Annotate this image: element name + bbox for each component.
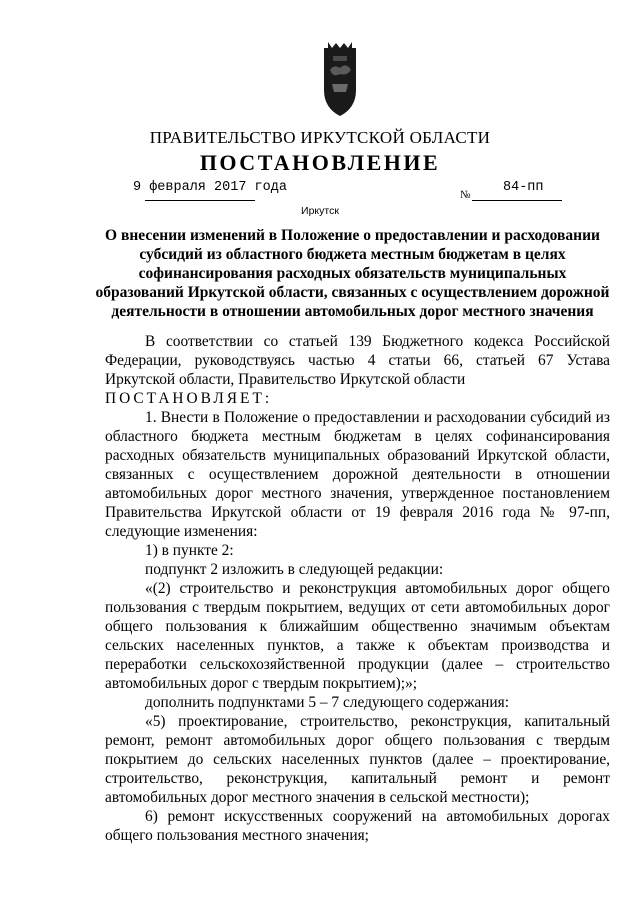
subitem-1a: подпункт 2 изложить в следующей редакции:	[145, 561, 444, 578]
document-date: 9 февраля 2017 года	[133, 180, 287, 195]
date-underline	[145, 200, 255, 201]
government-name: ПРАВИТЕЛЬСТВО ИРКУТСКОЙ ОБЛАСТИ	[149, 128, 491, 147]
paragraph-1: 1. Внести в Положение о предоставлении и расходовании субсидий из областного бюджета местным бюджетам в целях софинансирования расходных обязательств муниципальных образований Иркутской области, связанных с осуществлением дорожной деятельности в отношении автомобильных дорог местного значения, утвержденное постановлением Правительства Иркутской области от 19 февраля 2016 года № 97-пп, следующие изменения:	[105, 409, 610, 540]
document-type: ПОСТАНОВЛЕНИЕ	[199, 150, 441, 175]
city-name: Иркутск	[301, 205, 339, 217]
item-6: 6) ремонт искусственных сооружений на автомобильных дорогах общего пользования местного значения;	[105, 808, 610, 844]
quote-subitem-2: «(2) строительство и реконструкция автомобильных дорог общего пользования с твердым покрытием, ведущих от сети автомобильных дорог общего пользования к ближайшим общественно значимым объектам сельских населенных пунктов, а также к объектам производства и переработки сельскохозяйственной продукции (далее – строительство автомобильных дорог с твердым покрытием);»;	[105, 580, 610, 692]
subitem-1b: дополнить подпунктами 5 – 7 следующего содержания:	[145, 694, 510, 711]
document-number: 84-пп	[503, 180, 544, 195]
number-sign: №	[460, 189, 471, 201]
number-underline	[472, 200, 562, 201]
preamble-paragraph: В соответствии со статьей 139 Бюджетного кодекса Российской Федерации, руководствуясь частью 4 статьи 66, статьей 67 Устава Иркутской области, Правительство Иркутской области	[105, 333, 610, 388]
document-body	[105, 332, 610, 845]
coat-of-arms-icon	[318, 40, 362, 118]
quote-subitem-5: «5) проектирование, строительство, реконструкция, капитальный ремонт, ремонт автомобильных дорог общего пользования с твердым покрытием до сельских населенных пунктов (далее – проектирование, строительство, реконструкция, капитальный ремонт и ремонт автомобильных дорог местного значения в сельской местности);	[105, 713, 610, 806]
decree-word: ПОСТАНОВЛЯЕТ:	[105, 390, 273, 407]
subitem-1: 1) в пункте 2:	[145, 542, 234, 559]
document-title: О внесении изменений в Положение о предоставлении и расходовании субсидий из областного бюджета местным бюджетам в целях софинансирования расходных обязательств муниципальных образований Иркутской области, связанных с осуществлением дорожной деятельности в отношении автомобильных дорог местного значения	[95, 227, 610, 320]
